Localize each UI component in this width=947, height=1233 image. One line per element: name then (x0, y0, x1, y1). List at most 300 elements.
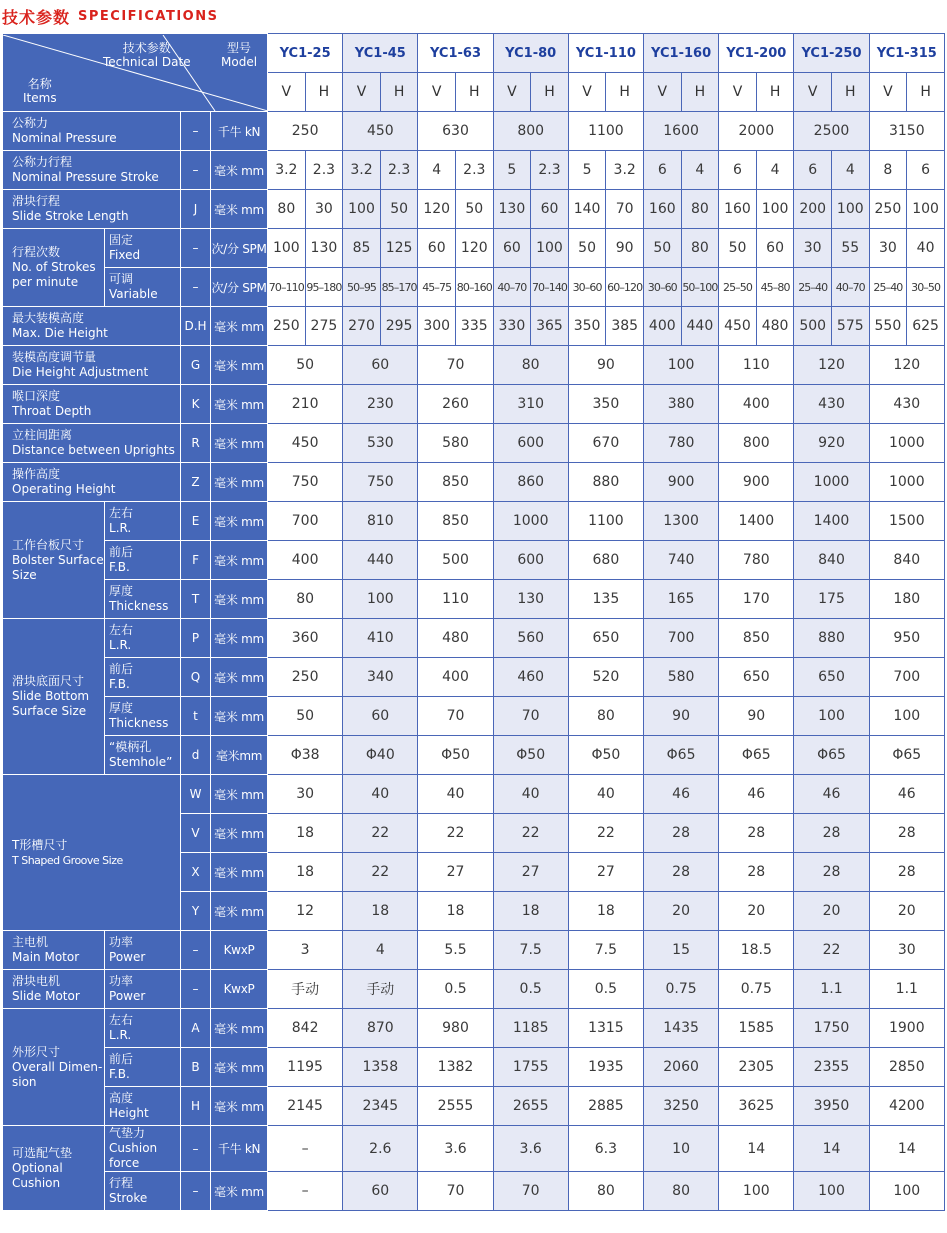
value-cell: 160 (719, 190, 757, 229)
v-header: V (268, 73, 306, 112)
value-cell: 1585 (719, 1009, 794, 1048)
value-cell: 6 (907, 151, 945, 190)
label-zh: 滑块行程 (12, 194, 61, 208)
unit-cell: 毫米 mm (211, 502, 268, 541)
value-cell: 130 (305, 229, 343, 268)
value-cell: 80–160 (456, 268, 494, 307)
value-cell: 100 (794, 697, 869, 736)
value-cell: 30–50 (907, 268, 945, 307)
h-header: H (907, 73, 945, 112)
value-cell: 440 (343, 541, 418, 580)
label-zh: 名称 (27, 76, 52, 91)
value-cell: 70 (493, 697, 568, 736)
value-cell: 3625 (719, 1087, 794, 1126)
h-header: H (531, 73, 569, 112)
value-cell: 100 (869, 697, 944, 736)
sub-label (105, 580, 181, 619)
value-cell: 140 (568, 190, 606, 229)
value-cell: 130 (493, 190, 531, 229)
model-header: YC1-110 (568, 34, 643, 73)
value-cell: 6 (719, 151, 757, 190)
value-cell: 28 (869, 814, 944, 853)
unit-cell: 毫米 mm (211, 814, 268, 853)
value-cell: 46 (869, 775, 944, 814)
value-cell: 125 (380, 229, 418, 268)
value-cell: 275 (305, 307, 343, 346)
value-cell: 40–70 (493, 268, 531, 307)
unit-cell: 毫米 mm (211, 697, 268, 736)
symbol-cell: X (181, 853, 211, 892)
table-row (3, 463, 945, 502)
unit-cell: 毫米 mm (211, 658, 268, 697)
value-cell: 28 (794, 814, 869, 853)
unit-cell: 次/分 SPM (211, 268, 268, 307)
value-cell: 700 (643, 619, 718, 658)
unit-cell: 毫米 mm (211, 151, 268, 190)
table-row (3, 385, 945, 424)
value-cell: Φ65 (643, 736, 718, 775)
value-cell: 0.5 (493, 970, 568, 1009)
value-cell: 70 (418, 346, 493, 385)
label-en: Size (12, 567, 37, 582)
v-header: V (493, 73, 531, 112)
unit-cell: 次/分 SPM (211, 229, 268, 268)
value-cell: 0.75 (719, 970, 794, 1009)
unit-cell: 毫米 mm (211, 463, 268, 502)
value-cell: 46 (794, 775, 869, 814)
value-cell: 70 (418, 697, 493, 736)
value-cell: 850 (719, 619, 794, 658)
value-cell: 14 (794, 1126, 869, 1172)
label-zh: 工作台板尺寸 (12, 537, 85, 552)
label-en: Nominal Pressure Stroke (12, 170, 159, 184)
label-zh: 前后 (109, 662, 134, 676)
value-cell: 40 (568, 775, 643, 814)
label-en: sion (12, 1074, 37, 1089)
value-cell: 3 (268, 931, 343, 970)
h-header: H (606, 73, 644, 112)
value-cell: 600 (493, 424, 568, 463)
value-cell: 175 (794, 580, 869, 619)
value-cell: 18 (268, 814, 343, 853)
h-header: H (681, 73, 719, 112)
value-cell: 2500 (794, 112, 869, 151)
value-cell: 250 (268, 658, 343, 697)
label-en: Throat Depth (12, 404, 92, 418)
value-cell: 350 (568, 385, 643, 424)
value-cell: 1300 (643, 502, 718, 541)
label-zh: 前后 (109, 1052, 134, 1066)
value-cell: 2.3 (531, 151, 569, 190)
value-cell: 1185 (493, 1009, 568, 1048)
value-cell: 50 (268, 697, 343, 736)
value-cell: 1000 (869, 424, 944, 463)
value-cell: 1900 (869, 1009, 944, 1048)
value-cell: 27 (493, 853, 568, 892)
value-cell: 18 (493, 892, 568, 931)
value-cell: 250 (268, 112, 343, 151)
value-cell: 680 (568, 541, 643, 580)
symbol-cell: G (181, 346, 211, 385)
value-cell: 1000 (869, 463, 944, 502)
value-cell: 1100 (568, 502, 643, 541)
value-cell: 650 (719, 658, 794, 697)
die-adjust-label (3, 346, 181, 385)
value-cell: 400 (268, 541, 343, 580)
model-header: YC1-160 (643, 34, 718, 73)
symbol-cell: K (181, 385, 211, 424)
value-cell: Φ40 (343, 736, 418, 775)
label-en: Main Motor (12, 950, 80, 964)
value-cell: 740 (643, 541, 718, 580)
value-cell: 810 (343, 502, 418, 541)
value-cell: 210 (268, 385, 343, 424)
value-cell: 880 (794, 619, 869, 658)
value-cell: Φ65 (719, 736, 794, 775)
value-cell: 270 (343, 307, 381, 346)
symbol-cell: V (181, 814, 211, 853)
value-cell: 0.75 (643, 970, 718, 1009)
model-header: YC1-250 (794, 34, 869, 73)
unit-cell: 毫米 mm (211, 1087, 268, 1126)
value-cell: 手动 (343, 970, 418, 1009)
value-cell: 20 (719, 892, 794, 931)
value-cell: 440 (681, 307, 719, 346)
value-cell: 110 (418, 580, 493, 619)
label-zh: 型号 (227, 40, 252, 55)
value-cell: 0.5 (418, 970, 493, 1009)
value-cell: 120 (869, 346, 944, 385)
value-cell: 650 (568, 619, 643, 658)
label-zh: 喉口深度 (12, 389, 61, 403)
value-cell: 4 (681, 151, 719, 190)
value-cell: 18.5 (719, 931, 794, 970)
label-en: Optional (12, 1160, 63, 1175)
value-cell: 30–60 (643, 268, 681, 307)
value-cell: 60 (418, 229, 456, 268)
unit-cell: 毫米 mm (211, 853, 268, 892)
value-cell: 80 (268, 190, 306, 229)
value-cell: 1400 (719, 502, 794, 541)
sub-label (105, 658, 181, 697)
value-cell: Φ50 (418, 736, 493, 775)
value-cell: 300 (418, 307, 456, 346)
corner-items-label (23, 77, 57, 105)
value-cell: 850 (418, 502, 493, 541)
value-cell: 2355 (794, 1048, 869, 1087)
label-en: Cushion (12, 1175, 61, 1190)
label-en: L.R. (109, 521, 132, 535)
value-cell: 1500 (869, 502, 944, 541)
label-en: Technical Date (103, 54, 191, 69)
value-cell: 120 (418, 190, 456, 229)
value-cell: 250 (268, 307, 306, 346)
overall-label (3, 1009, 105, 1126)
value-cell: 120 (794, 346, 869, 385)
value-cell: 575 (831, 307, 869, 346)
label-zh: 最大装模高度 (12, 311, 85, 325)
value-cell: 780 (719, 541, 794, 580)
symbol-cell: B (181, 1048, 211, 1087)
value-cell: 2145 (268, 1087, 343, 1126)
label-en: Operating Height (12, 482, 116, 496)
value-cell: 手动 (268, 970, 343, 1009)
value-cell: 3950 (794, 1087, 869, 1126)
value-cell: 360 (268, 619, 343, 658)
value-cell: 2305 (719, 1048, 794, 1087)
value-cell: 2.3 (456, 151, 494, 190)
unit-cell: KwxP (211, 970, 268, 1009)
value-cell: 25–40 (794, 268, 832, 307)
value-cell: 450 (719, 307, 757, 346)
value-cell: Φ50 (568, 736, 643, 775)
tslot-label (3, 775, 181, 931)
value-cell: 80 (493, 346, 568, 385)
value-cell: 335 (456, 307, 494, 346)
value-cell: 450 (268, 424, 343, 463)
label-zh: 装模高度调节量 (12, 350, 97, 364)
value-cell: 25–50 (719, 268, 757, 307)
value-cell: 20 (643, 892, 718, 931)
value-cell: 625 (907, 307, 945, 346)
title-en: SPECIFICATIONS (78, 8, 219, 24)
symbol-cell: E (181, 502, 211, 541)
label-zh: 行程 (109, 1176, 134, 1190)
title-zh: 技术参数 (2, 7, 71, 27)
die-height-label (3, 307, 181, 346)
label-zh: 技术参数 (122, 40, 171, 55)
value-cell: 50 (643, 229, 681, 268)
value-cell: 450 (343, 112, 418, 151)
value-cell: 900 (643, 463, 718, 502)
label-zh: 公称力 (12, 116, 49, 130)
value-cell: 22 (493, 814, 568, 853)
value-cell: 700 (268, 502, 343, 541)
value-cell: 80 (643, 1172, 718, 1211)
label-en: F.B. (109, 560, 130, 574)
value-cell: 60 (531, 190, 569, 229)
value-cell: 1935 (568, 1048, 643, 1087)
table-row (3, 424, 945, 463)
value-cell: 780 (643, 424, 718, 463)
value-cell: 80 (681, 229, 719, 268)
value-cell: 480 (756, 307, 794, 346)
value-cell: 1000 (794, 463, 869, 502)
value-cell: 18 (568, 892, 643, 931)
value-cell: 22 (568, 814, 643, 853)
label-en: Stemhole” (109, 755, 173, 769)
label-en: Distance between Uprights (12, 443, 175, 457)
value-cell: 480 (418, 619, 493, 658)
label-zh: 功率 (109, 935, 134, 949)
symbol-cell: – (181, 931, 211, 970)
nominal-stroke-label (3, 151, 181, 190)
table-row (3, 346, 945, 385)
table-row (3, 307, 945, 346)
symbol-cell: Q (181, 658, 211, 697)
table-row (3, 112, 945, 151)
value-cell: 700 (869, 658, 944, 697)
label-en: Slide Stroke Length (12, 209, 129, 223)
value-cell: 650 (794, 658, 869, 697)
value-cell: 46 (719, 775, 794, 814)
value-cell: 400 (643, 307, 681, 346)
value-cell: 70–140 (531, 268, 569, 307)
label-zh: 可调 (109, 272, 134, 286)
value-cell: 200 (794, 190, 832, 229)
label-en: Fixed (109, 248, 141, 262)
uprights-label (3, 424, 181, 463)
symbol-cell: F (181, 541, 211, 580)
label-zh: 外形尺寸 (12, 1044, 61, 1059)
value-cell: 550 (869, 307, 907, 346)
value-cell: 27 (418, 853, 493, 892)
value-cell: 410 (343, 619, 418, 658)
sub-label (105, 1126, 181, 1172)
value-cell: Φ65 (794, 736, 869, 775)
symbol-cell: – (181, 268, 211, 307)
value-cell: 560 (493, 619, 568, 658)
sub-label (105, 619, 181, 658)
label-zh: 行程次数 (12, 245, 61, 259)
value-cell: 160 (643, 190, 681, 229)
value-cell: 40 (418, 775, 493, 814)
value-cell: 4 (418, 151, 456, 190)
model-header: YC1-80 (493, 34, 568, 73)
value-cell: 380 (643, 385, 718, 424)
value-cell: 85–170 (380, 268, 418, 307)
unit-cell: 毫米 mm (211, 190, 268, 229)
value-cell: 3250 (643, 1087, 718, 1126)
label-en: Power (109, 989, 146, 1003)
label-en: Thickness (109, 716, 169, 730)
h-header: H (756, 73, 794, 112)
value-cell: 20 (869, 892, 944, 931)
value-cell: 3150 (869, 112, 944, 151)
v-header: V (794, 73, 832, 112)
symbol-cell: – (181, 229, 211, 268)
symbol-cell: – (181, 970, 211, 1009)
sub-label (105, 697, 181, 736)
value-cell: 50–100 (681, 268, 719, 307)
value-cell: 860 (493, 463, 568, 502)
value-cell: 2.3 (305, 151, 343, 190)
symbol-cell: Z (181, 463, 211, 502)
value-cell: 30 (268, 775, 343, 814)
value-cell: 95–180 (305, 268, 343, 307)
value-cell: 230 (343, 385, 418, 424)
value-cell: 630 (418, 112, 493, 151)
symbol-cell: W (181, 775, 211, 814)
value-cell: 100 (756, 190, 794, 229)
value-cell: 90 (606, 229, 644, 268)
label-en: T Shaped Groove Size (12, 853, 123, 867)
label-zh: 左右 (109, 623, 134, 637)
value-cell: 28 (719, 814, 794, 853)
value-cell: 40 (907, 229, 945, 268)
value-cell: Φ38 (268, 736, 343, 775)
value-cell: 18 (268, 853, 343, 892)
unit-cell: KwxP (211, 931, 268, 970)
strokes-label (3, 229, 105, 307)
value-cell: 28 (719, 853, 794, 892)
value-cell: 6.3 (568, 1126, 643, 1172)
value-cell: 50 (456, 190, 494, 229)
label-zh: 功率 (109, 974, 134, 988)
value-cell: 260 (418, 385, 493, 424)
value-cell: 600 (493, 541, 568, 580)
value-cell: 400 (719, 385, 794, 424)
value-cell: 6 (643, 151, 681, 190)
value-cell: 1755 (493, 1048, 568, 1087)
value-cell: 22 (343, 853, 418, 892)
label-en: per minute (12, 275, 79, 289)
value-cell: 4 (756, 151, 794, 190)
main-motor-label (3, 931, 105, 970)
value-cell: 30 (869, 229, 907, 268)
model-header: YC1-63 (418, 34, 493, 73)
label-en: Overall Dimen- (12, 1059, 103, 1074)
value-cell: 2.3 (380, 151, 418, 190)
value-cell: 18 (343, 892, 418, 931)
value-cell: 70–110 (268, 268, 306, 307)
value-cell: 60–120 (606, 268, 644, 307)
value-cell: 2555 (418, 1087, 493, 1126)
label-en: Bolster Surface (12, 552, 104, 567)
label-zh: 左右 (109, 1013, 134, 1027)
unit-cell: 毫米 mm (211, 580, 268, 619)
value-cell: 22 (343, 814, 418, 853)
v-header: V (568, 73, 606, 112)
sub-label (105, 502, 181, 541)
value-cell: 2850 (869, 1048, 944, 1087)
value-cell: 45–80 (756, 268, 794, 307)
value-cell: 295 (380, 307, 418, 346)
symbol-cell: – (181, 1172, 211, 1211)
value-cell: 460 (493, 658, 568, 697)
sub-label (105, 736, 181, 775)
label-en: Power (109, 950, 146, 964)
value-cell: 1600 (643, 112, 718, 151)
value-cell: 85 (343, 229, 381, 268)
value-cell: 400 (418, 658, 493, 697)
value-cell: 840 (869, 541, 944, 580)
value-cell: 46 (643, 775, 718, 814)
value-cell: 900 (719, 463, 794, 502)
value-cell: 30 (305, 190, 343, 229)
bolster-label (3, 502, 105, 619)
label-en: Nominal Pressure (12, 131, 117, 145)
sub-label (105, 1087, 181, 1126)
symbol-cell: t (181, 697, 211, 736)
value-cell: 130 (493, 580, 568, 619)
value-cell: 330 (493, 307, 531, 346)
value-cell: 2345 (343, 1087, 418, 1126)
unit-cell: 毫米 mm (211, 307, 268, 346)
sub-label (105, 541, 181, 580)
value-cell: 60 (343, 1172, 418, 1211)
symbol-cell: R (181, 424, 211, 463)
value-cell: 0.5 (568, 970, 643, 1009)
sub-label (105, 1172, 181, 1211)
label-zh: 厚度 (109, 584, 134, 598)
value-cell: 7.5 (568, 931, 643, 970)
label-zh: 厚度 (109, 701, 134, 715)
value-cell: 50 (380, 190, 418, 229)
symbol-cell: – (181, 112, 211, 151)
value-cell: 80 (568, 1172, 643, 1211)
value-cell: 70 (493, 1172, 568, 1211)
